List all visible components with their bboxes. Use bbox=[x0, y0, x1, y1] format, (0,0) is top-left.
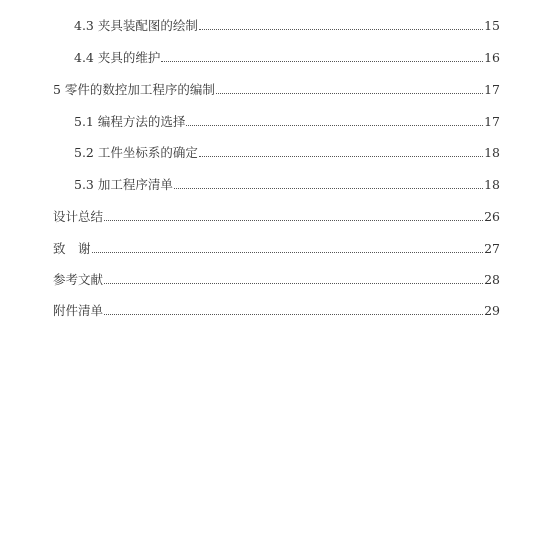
toc-entry-page: 27 bbox=[484, 241, 500, 256]
toc-entry-page: 17 bbox=[484, 82, 500, 97]
toc-entry-label: 参考文献 bbox=[53, 272, 104, 287]
dot-leader bbox=[174, 187, 483, 189]
toc-entry-5[interactable] bbox=[53, 78, 500, 98]
toc-entry-label: 致 谢 bbox=[53, 241, 91, 256]
toc-entry-5-1[interactable] bbox=[74, 110, 500, 130]
toc-entry-label: 5.1 编程方法的选择 bbox=[74, 114, 186, 129]
toc-entry-page: 17 bbox=[484, 114, 500, 129]
dot-leader bbox=[104, 313, 483, 315]
toc-entry-acknowledgements[interactable] bbox=[53, 237, 500, 257]
toc-entry-label: 附件清单 bbox=[53, 303, 104, 318]
toc-entry-label: 4.4 夹具的维护 bbox=[74, 50, 161, 65]
dot-leader bbox=[104, 219, 483, 221]
dot-leader bbox=[92, 251, 484, 253]
dot-leader bbox=[199, 28, 483, 30]
toc-entry-5-3[interactable] bbox=[74, 173, 500, 193]
toc-entry-references[interactable] bbox=[53, 268, 500, 288]
toc-entry-label: 4.3 夹具装配图的绘制 bbox=[74, 18, 198, 33]
toc-entry-page: 15 bbox=[484, 18, 500, 33]
toc-entry-page: 29 bbox=[484, 303, 500, 318]
toc-entry-4-4[interactable] bbox=[74, 46, 500, 66]
dot-leader bbox=[216, 92, 483, 94]
toc-entry-attachments[interactable] bbox=[53, 299, 500, 319]
toc-entry-page: 16 bbox=[484, 50, 500, 65]
toc-entry-4-3[interactable] bbox=[74, 14, 500, 34]
dot-leader bbox=[161, 60, 483, 62]
toc-entry-page: 18 bbox=[484, 145, 500, 160]
dot-leader bbox=[199, 155, 483, 157]
toc-entry-label: 设计总结 bbox=[53, 209, 104, 224]
toc-entry-design-summary[interactable] bbox=[53, 205, 500, 225]
toc-entry-5-2[interactable] bbox=[74, 141, 500, 161]
toc-entry-label: 5 零件的数控加工程序的编制 bbox=[53, 82, 215, 97]
toc-entry-page: 26 bbox=[484, 209, 500, 224]
dot-leader bbox=[186, 124, 483, 126]
toc-entry-label: 5.3 加工程序清单 bbox=[74, 177, 173, 192]
toc-entry-page: 18 bbox=[484, 177, 500, 192]
dot-leader bbox=[104, 282, 483, 284]
toc-entry-page: 28 bbox=[484, 272, 500, 287]
toc-entry-label: 5.2 工件坐标系的确定 bbox=[74, 145, 198, 160]
